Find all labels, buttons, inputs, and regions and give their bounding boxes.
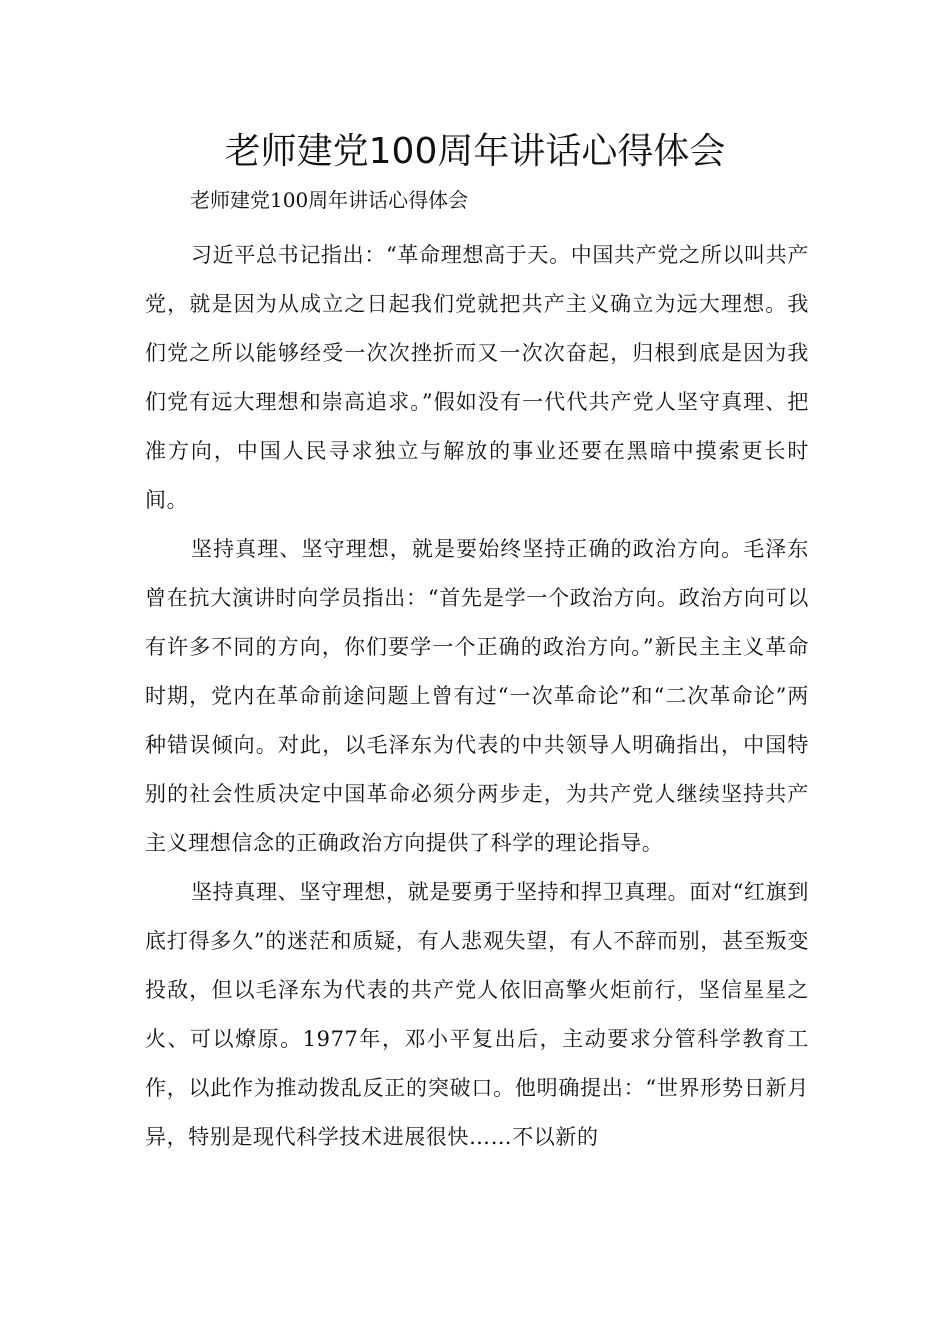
paragraph-2: 坚持真理、坚守理想，就是要始终坚持正确的政治方向。毛泽东曾在抗大演讲时向学员指出：“首先是学一个政治方向。政治方向可以有许多不同的方向，你们要学一个正确的政治方向。”新民主主义革命时期，党内在革命前途问题上曾有过“一次革命论”和“二次革命论”两种错误倾向。对此，以毛泽东为代表的中共领导人明确指出，中国特别的社会性质决定中国革命必须分两步走，为共产党人继续坚持共产主义理想信念的正确政治方向提供了科学的理论指导。 xyxy=(145,537,809,855)
document-body xyxy=(145,231,809,1162)
document-title: 老师建党100周年讲话心得体会 xyxy=(224,131,726,172)
paragraph-3: 坚持真理、坚守理想，就是要勇于坚持和捍卫真理。面对“红旗到底打得多久”的迷茫和质疑，有人悲观失望，有人不辞而别，甚至叛变投敌，但以毛泽东为代表的共产党人依旧高擎火炬前行，坚信星星之火、可以燎原。1977年，邓小平复出后，主动要求分管科学教育工作，以此作为推动拨乱反正的突破口。他明确提出：“世界形势日新月异，特别是现代科学技术进展很快……不以新的 xyxy=(145,880,809,1149)
document-subtitle: 老师建党100周年讲话心得体会 xyxy=(190,188,469,212)
paragraph-1: 习近平总书记指出：“革命理想高于天。中国共产党之所以叫共产党，就是因为从成立之日起我们党就把共产主义确立为远大理想。我们党之所以能够经受一次次挫折而又一次次奋起，归根到底是因为我们党有远大理想和崇高追求。”假如没有一代代共产党人坚守真理、把准方向，中国人民寻求独立与解放的事业还要在黑暗中摸索更长时间。 xyxy=(145,243,809,512)
